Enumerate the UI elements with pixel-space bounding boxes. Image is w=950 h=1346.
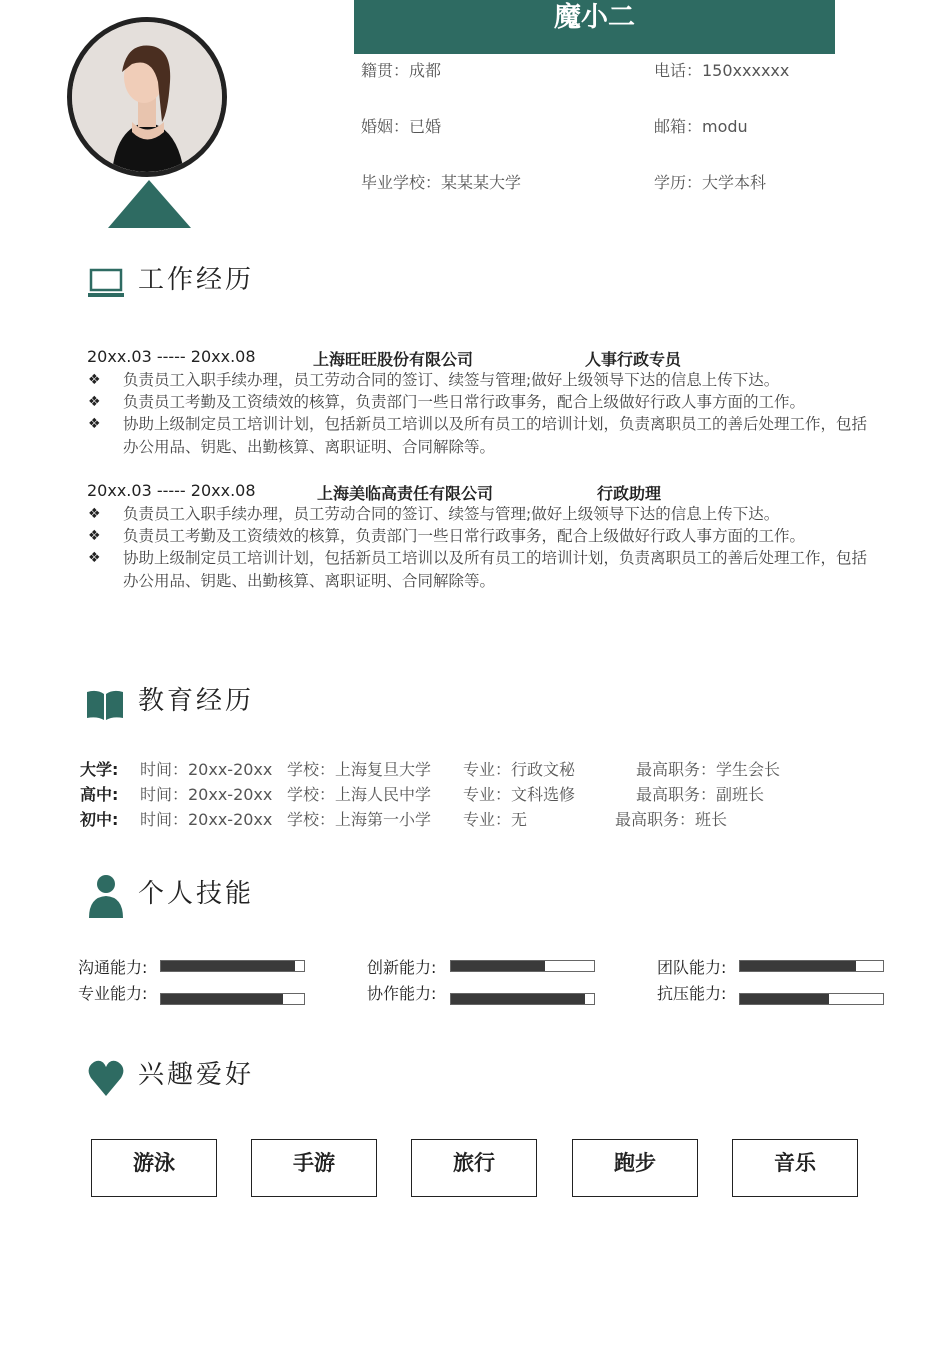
laptop-icon	[86, 264, 126, 308]
hobby-tag: 手游	[251, 1139, 377, 1197]
skill-bar	[450, 960, 595, 972]
edu-major: 专业：无	[463, 810, 528, 829]
list-item	[88, 525, 878, 547]
info-email: 邮箱：modu	[654, 117, 748, 136]
bullet-icon: ❖	[88, 550, 101, 566]
hobbies-section-title: 兴趣爱好	[138, 1060, 255, 1090]
bullet-icon: ❖	[88, 416, 101, 432]
bullet-icon: ❖	[88, 394, 101, 410]
edu-level: 大学:	[80, 760, 119, 779]
heart-icon	[87, 1058, 125, 1102]
job-period: 20xx.03 ----- 20xx.08	[87, 481, 256, 500]
job-position: 人事行政专员	[585, 350, 682, 369]
work-section-title: 工作经历	[138, 265, 255, 295]
bullet-icon: ❖	[88, 372, 101, 388]
book-icon	[85, 686, 125, 730]
edu-major: 专业：文科选修	[463, 785, 576, 804]
list-item	[88, 391, 878, 413]
skills-section-title: 个人技能	[138, 879, 255, 909]
edu-level: 高中:	[80, 785, 119, 804]
skill-bar	[160, 960, 305, 972]
job-position: 行政助理	[597, 484, 662, 503]
edu-level: 初中:	[80, 810, 119, 829]
info-degree: 学历：大学本科	[654, 173, 767, 192]
edu-school: 学校：上海人民中学	[287, 785, 432, 804]
job-company: 上海旺旺股份有限公司	[313, 350, 474, 369]
skill-bar	[739, 993, 884, 1005]
list-item	[88, 413, 878, 459]
list-item	[88, 547, 878, 593]
skill-bar-fill	[740, 961, 856, 971]
skill-bar	[450, 993, 595, 1005]
info-marriage: 婚姻：已婚	[361, 117, 442, 136]
skill-bar-fill	[451, 994, 585, 1004]
skill-bar-fill	[451, 961, 545, 971]
skill-bar-fill	[740, 994, 829, 1004]
edu-title: 最高职务：班长	[615, 810, 728, 829]
edu-time: 时间：20xx-20xx	[140, 760, 273, 779]
skill-label: 抗压能力:	[657, 984, 727, 1003]
duty-text: 负责员工入职手续办理，员工劳动合同的签订、续签与管理;做好上级领导下达的信息上传下达。	[123, 505, 780, 523]
edu-title: 最高职务：学生会长	[636, 760, 781, 779]
hobby-tag: 跑步	[572, 1139, 698, 1197]
skill-bar	[739, 960, 884, 972]
list-item	[88, 369, 878, 391]
skill-bar	[160, 993, 305, 1005]
skill-label: 创新能力:	[367, 958, 437, 977]
skill-bar-fill	[161, 994, 283, 1004]
duty-text: 协助上级制定员工培训计划，包括新员工培训以及所有员工的培训计划，负责离职员工的善后处理工作，包括办公用品、钥匙、出勤核算、离职证明、合同解除等。	[123, 549, 868, 590]
skill-bar-fill	[161, 961, 295, 971]
bullet-icon: ❖	[88, 528, 101, 544]
hobby-tag: 旅行	[411, 1139, 537, 1197]
job-period: 20xx.03 ----- 20xx.08	[87, 347, 256, 366]
duty-text: 负责员工考勤及工资绩效的核算，负责部门一些日常行政事务，配合上级做好行政人事方面的工作。	[123, 393, 806, 411]
hobby-tag: 游泳	[91, 1139, 217, 1197]
duty-text: 负责员工入职手续办理，员工劳动合同的签订、续签与管理;做好上级领导下达的信息上传下达。	[123, 371, 780, 389]
avatar-triangle	[108, 180, 191, 228]
avatar	[67, 17, 227, 177]
avatar-portrait	[72, 22, 222, 172]
edu-major: 专业：行政文秘	[463, 760, 576, 779]
hobby-tag: 音乐	[732, 1139, 858, 1197]
job-company: 上海美临高责任有限公司	[317, 484, 494, 503]
skill-label: 团队能力:	[657, 958, 727, 977]
info-school: 毕业学校：某某某大学	[361, 173, 522, 192]
skill-label: 专业能力:	[78, 984, 148, 1003]
education-section-title: 教育经历	[138, 686, 255, 716]
edu-time: 时间：20xx-20xx	[140, 785, 273, 804]
duty-text: 协助上级制定员工培训计划，包括新员工培训以及所有员工的培训计划，负责离职员工的善后处理工作，包括办公用品、钥匙、出勤核算、离职证明、合同解除等。	[123, 415, 868, 456]
edu-title: 最高职务：副班长	[636, 785, 765, 804]
bullet-icon: ❖	[88, 506, 101, 522]
edu-school: 学校：上海第一小学	[287, 810, 432, 829]
person-icon	[86, 873, 126, 923]
skill-label: 协作能力:	[367, 984, 437, 1003]
info-phone: 电话：150xxxxxx	[654, 61, 790, 80]
skill-label: 沟通能力:	[78, 958, 148, 977]
duty-text: 负责员工考勤及工资绩效的核算，负责部门一些日常行政事务，配合上级做好行政人事方面的工作。	[123, 527, 806, 545]
list-item	[88, 503, 878, 525]
edu-time: 时间：20xx-20xx	[140, 810, 273, 829]
info-hometown: 籍贯：成都	[361, 61, 442, 80]
candidate-name: 魔小二	[554, 2, 635, 33]
edu-school: 学校：上海复旦大学	[287, 760, 432, 779]
